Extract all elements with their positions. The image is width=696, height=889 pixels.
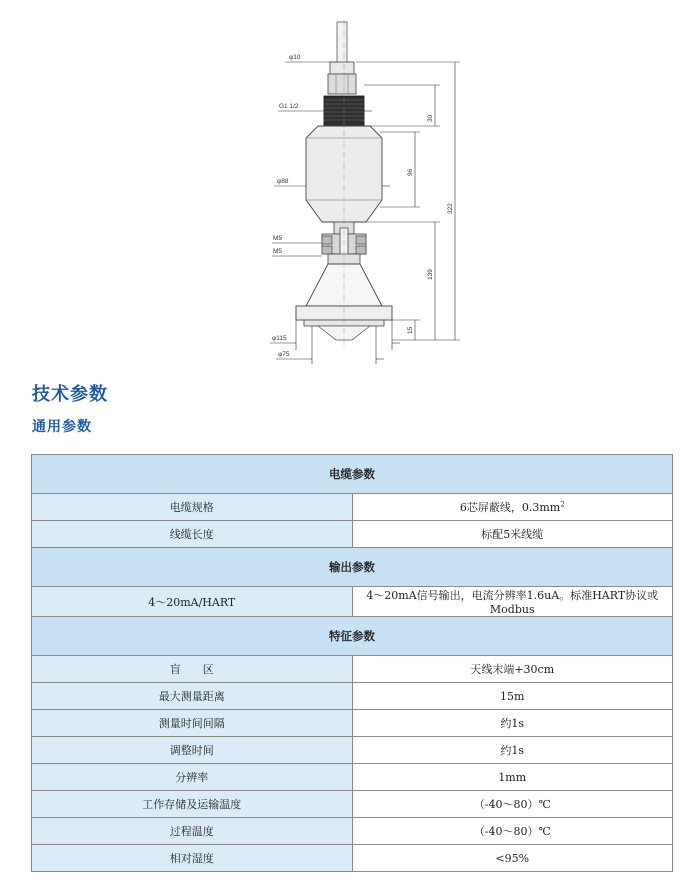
section-header-output: 输出参数 — [32, 548, 673, 587]
dim-m5-a: M5 — [273, 235, 283, 242]
section-header-cable: 电缆参数 — [32, 455, 673, 494]
row-label: 相对湿度 — [32, 845, 353, 872]
row-label: 工作存储及运输温度 — [32, 791, 353, 818]
table-row — [32, 587, 673, 617]
section-row-output — [32, 548, 673, 587]
spec-table — [31, 454, 673, 872]
row-value: 约1s — [352, 710, 673, 737]
section-row-features — [32, 617, 673, 656]
table-row — [32, 521, 673, 548]
row-value: （-40～80）℃ — [352, 791, 673, 818]
dim-30: 30 — [427, 114, 434, 122]
row-label: 盲 区 — [32, 656, 353, 683]
dim-15: 15 — [407, 326, 414, 334]
table-row — [32, 737, 673, 764]
row-label: 过程温度 — [32, 818, 353, 845]
row-label: 测量时间间隔 — [32, 710, 353, 737]
row-label: 电缆规格 — [32, 494, 353, 521]
row-value: 1mm — [352, 764, 673, 791]
dim-phi88: φ88 — [277, 178, 289, 185]
table-row — [32, 710, 673, 737]
dim-139: 139 — [427, 269, 434, 280]
row-label: 调整时间 — [32, 737, 353, 764]
row-value: 4～20mA信号输出，电流分辨率1.6uA。标准HART协议或Modbus — [352, 587, 673, 617]
table-row — [32, 494, 673, 521]
table-row — [32, 656, 673, 683]
radar-level-sensor-drawing — [0, 0, 696, 372]
section-title: 技术参数 — [32, 384, 108, 405]
dimension-drawing — [0, 0, 696, 372]
row-label: 线缆长度 — [32, 521, 353, 548]
table-row — [32, 683, 673, 710]
row-value — [352, 494, 673, 521]
table-row — [32, 845, 673, 872]
dim-thread: G1 1/2 — [279, 103, 299, 110]
dim-phi75: φ75 — [278, 351, 290, 358]
row-value: （-40～80）℃ — [352, 818, 673, 845]
superscript: 2 — [560, 500, 565, 509]
subsection-title: 通用参数 — [32, 419, 92, 435]
row-label: 最大测量距离 — [32, 683, 353, 710]
row-label: 分辨率 — [32, 764, 353, 791]
row-value: 天线末端+30cm — [352, 656, 673, 683]
section-row-cable — [32, 455, 673, 494]
section-header-features: 特征参数 — [32, 617, 673, 656]
table-row — [32, 764, 673, 791]
row-value: <95% — [352, 845, 673, 872]
dim-96: 96 — [407, 168, 414, 176]
row-value: 15m — [352, 683, 673, 710]
dim-phi115: φ115 — [272, 335, 287, 342]
row-value: 约1s — [352, 737, 673, 764]
table-row — [32, 818, 673, 845]
dim-m5-b: M5 — [273, 248, 283, 255]
table-row — [32, 791, 673, 818]
cable-spec-text: 6芯屏蔽线，0.3mm — [459, 501, 561, 514]
dim-phi10: φ10 — [289, 54, 301, 61]
row-label: 4～20mA/HART — [32, 587, 353, 617]
row-value: 标配5米线缆 — [352, 521, 673, 548]
dim-322: 322 — [447, 203, 454, 214]
